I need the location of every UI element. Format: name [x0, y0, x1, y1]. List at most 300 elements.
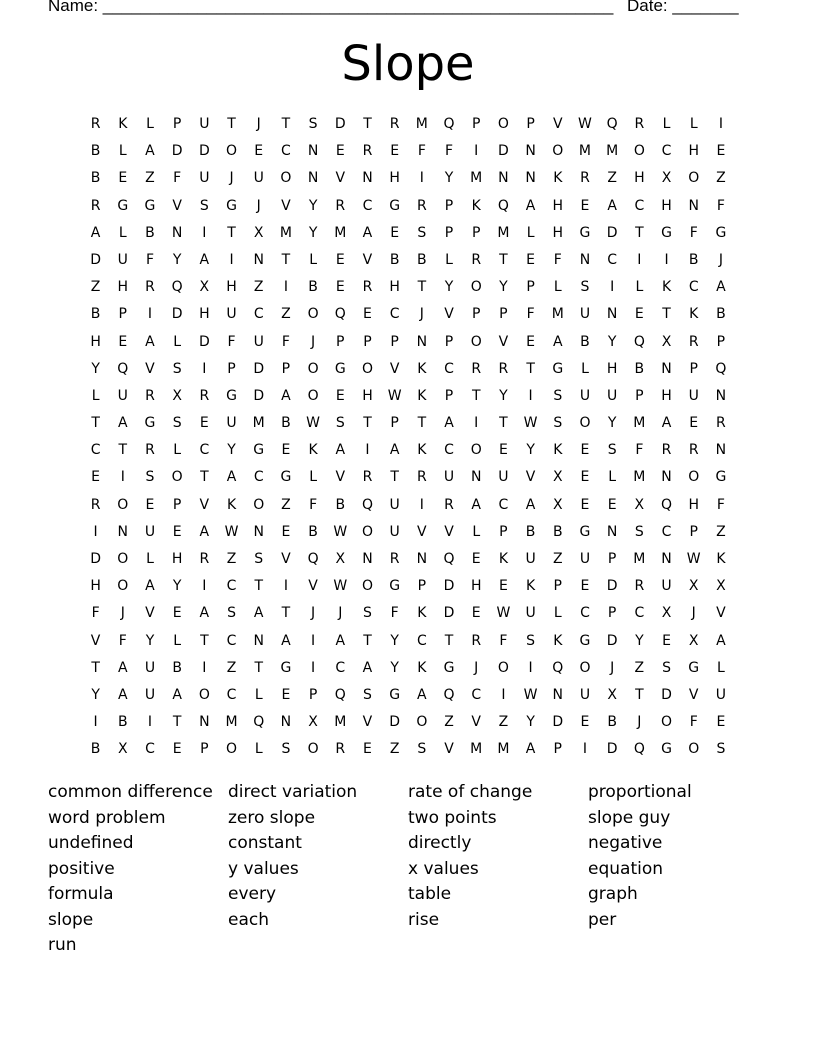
- grid-letter[interactable]: C: [253, 306, 264, 323]
- grid-letter[interactable]: R: [688, 442, 699, 459]
- grid-letter[interactable]: W: [306, 415, 321, 432]
- grid-letter[interactable]: O: [661, 714, 673, 731]
- grid-letter[interactable]: A: [525, 197, 536, 214]
- grid-letter[interactable]: I: [528, 659, 533, 676]
- grid-letter[interactable]: R: [145, 387, 155, 404]
- grid-letter[interactable]: P: [526, 116, 535, 132]
- grid-letter[interactable]: C: [226, 632, 237, 649]
- grid-letter[interactable]: Y: [308, 197, 318, 214]
- grid-letter[interactable]: Z: [444, 714, 454, 731]
- grid-letter[interactable]: U: [579, 387, 591, 404]
- grid-letter[interactable]: Z: [281, 496, 291, 513]
- grid-letter[interactable]: P: [471, 224, 481, 241]
- grid-letter[interactable]: Y: [444, 170, 454, 187]
- grid-letter[interactable]: C: [661, 143, 672, 160]
- grid-letter[interactable]: I: [147, 306, 153, 323]
- grid-letter[interactable]: U: [253, 170, 264, 187]
- grid-letter[interactable]: E: [498, 578, 508, 595]
- grid-letter[interactable]: U: [525, 605, 536, 622]
- grid-letter[interactable]: G: [443, 659, 455, 676]
- grid-letter[interactable]: G: [226, 387, 237, 404]
- grid-letter[interactable]: A: [389, 442, 400, 459]
- grid-letter[interactable]: Z: [90, 279, 101, 296]
- grid-letter[interactable]: E: [526, 333, 536, 350]
- grid-letter[interactable]: M: [225, 714, 238, 731]
- grid-letter[interactable]: W: [387, 387, 402, 404]
- grid-letter[interactable]: B: [525, 523, 536, 540]
- grid-letter[interactable]: O: [361, 578, 373, 595]
- grid-letter[interactable]: R: [90, 496, 101, 513]
- grid-letter[interactable]: P: [227, 360, 236, 377]
- grid-letter[interactable]: F: [716, 496, 725, 513]
- grid-letter[interactable]: I: [311, 659, 316, 676]
- grid-letter[interactable]: X: [661, 605, 672, 622]
- grid-letter[interactable]: Y: [227, 442, 236, 459]
- grid-letter[interactable]: W: [333, 523, 348, 540]
- grid-letter[interactable]: P: [417, 578, 427, 595]
- grid-letter[interactable]: T: [281, 251, 291, 268]
- grid-letter[interactable]: A: [417, 686, 427, 703]
- grid-letter[interactable]: R: [199, 387, 210, 404]
- grid-letter[interactable]: J: [311, 605, 316, 622]
- grid-letter[interactable]: L: [173, 632, 182, 649]
- grid-letter[interactable]: C: [634, 197, 645, 214]
- grid-letter[interactable]: Z: [607, 170, 617, 187]
- grid-letter[interactable]: V: [444, 741, 454, 758]
- grid-letter[interactable]: K: [417, 605, 427, 622]
- grid-letter[interactable]: O: [470, 279, 482, 296]
- grid-letter[interactable]: G: [661, 741, 672, 758]
- grid-letter[interactable]: Y: [91, 360, 100, 377]
- grid-letter[interactable]: K: [417, 387, 427, 404]
- grid-letter[interactable]: I: [664, 251, 669, 268]
- grid-letter[interactable]: J: [311, 333, 316, 350]
- grid-letter[interactable]: N: [117, 523, 129, 540]
- grid-letter[interactable]: O: [307, 306, 319, 323]
- grid-letter[interactable]: P: [390, 415, 399, 432]
- grid-letter[interactable]: Q: [633, 741, 645, 758]
- grid-letter[interactable]: Y: [607, 333, 617, 350]
- grid-letter[interactable]: U: [579, 551, 591, 567]
- grid-letter[interactable]: P: [607, 605, 617, 622]
- grid-letter[interactable]: F: [716, 197, 725, 214]
- grid-letter[interactable]: K: [417, 659, 427, 676]
- grid-letter[interactable]: P: [499, 306, 508, 323]
- grid-letter[interactable]: R: [335, 741, 346, 758]
- grid-letter[interactable]: D: [90, 551, 101, 567]
- grid-letter[interactable]: N: [552, 686, 564, 703]
- grid-letter[interactable]: L: [526, 224, 535, 241]
- grid-letter[interactable]: F: [445, 143, 454, 160]
- grid-letter[interactable]: P: [172, 496, 182, 513]
- grid-letter[interactable]: W: [523, 686, 538, 703]
- grid-letter[interactable]: D: [253, 387, 265, 404]
- grid-letter[interactable]: U: [117, 251, 128, 268]
- grid-letter[interactable]: H: [552, 224, 564, 241]
- grid-letter[interactable]: E: [634, 306, 644, 323]
- grid-letter[interactable]: L: [118, 143, 127, 160]
- grid-letter[interactable]: R: [389, 551, 400, 567]
- grid-letter[interactable]: P: [689, 523, 698, 540]
- grid-letter[interactable]: J: [637, 714, 642, 731]
- grid-letter[interactable]: L: [173, 333, 182, 350]
- grid-letter[interactable]: S: [553, 387, 563, 404]
- grid-letter[interactable]: B: [281, 415, 291, 432]
- grid-letter[interactable]: N: [606, 523, 618, 540]
- grid-letter[interactable]: R: [471, 251, 482, 268]
- grid-letter[interactable]: P: [444, 197, 454, 214]
- grid-letter[interactable]: R: [416, 197, 427, 214]
- grid-letter[interactable]: E: [716, 714, 726, 731]
- grid-letter[interactable]: J: [474, 659, 479, 676]
- grid-letter[interactable]: O: [280, 170, 292, 187]
- grid-letter[interactable]: C: [661, 523, 672, 540]
- grid-letter[interactable]: R: [661, 442, 672, 459]
- grid-letter[interactable]: X: [253, 224, 264, 241]
- grid-letter[interactable]: E: [471, 605, 481, 622]
- grid-letter[interactable]: N: [253, 251, 264, 268]
- grid-letter[interactable]: R: [335, 197, 346, 214]
- grid-letter[interactable]: E: [335, 143, 345, 160]
- grid-letter[interactable]: S: [281, 741, 291, 758]
- grid-letter[interactable]: O: [253, 496, 265, 513]
- grid-letter[interactable]: Z: [552, 551, 563, 567]
- grid-letter[interactable]: L: [553, 605, 562, 622]
- grid-letter[interactable]: J: [691, 605, 696, 622]
- grid-letter[interactable]: R: [199, 551, 210, 567]
- grid-letter[interactable]: V: [281, 551, 291, 567]
- grid-letter[interactable]: U: [199, 170, 210, 187]
- grid-letter[interactable]: A: [525, 741, 536, 758]
- grid-letter[interactable]: V: [90, 632, 101, 649]
- grid-letter[interactable]: S: [526, 632, 536, 649]
- grid-letter[interactable]: O: [361, 523, 373, 540]
- grid-letter[interactable]: Q: [715, 360, 727, 377]
- grid-letter[interactable]: P: [553, 578, 562, 595]
- grid-letter[interactable]: T: [281, 116, 291, 132]
- grid-letter[interactable]: T: [499, 251, 508, 268]
- grid-letter[interactable]: A: [281, 387, 291, 404]
- grid-letter[interactable]: V: [444, 523, 454, 540]
- grid-letter[interactable]: P: [607, 551, 617, 567]
- grid-letter[interactable]: C: [688, 279, 699, 296]
- grid-letter[interactable]: I: [202, 360, 207, 377]
- grid-letter[interactable]: M: [252, 415, 265, 432]
- grid-letter[interactable]: I: [474, 415, 479, 432]
- grid-letter[interactable]: R: [471, 632, 482, 649]
- grid-letter[interactable]: V: [688, 686, 699, 703]
- grid-letter[interactable]: T: [635, 224, 644, 241]
- grid-letter[interactable]: B: [580, 333, 590, 350]
- grid-letter[interactable]: C: [444, 442, 454, 459]
- grid-letter[interactable]: V: [308, 578, 318, 595]
- grid-letter[interactable]: H: [90, 333, 101, 350]
- grid-letter[interactable]: L: [689, 116, 698, 132]
- grid-letter[interactable]: Q: [606, 116, 618, 132]
- grid-letter[interactable]: L: [553, 279, 562, 296]
- grid-letter[interactable]: M: [633, 415, 646, 432]
- grid-letter[interactable]: X: [716, 578, 726, 595]
- grid-letter[interactable]: B: [716, 306, 726, 323]
- grid-letter[interactable]: V: [281, 197, 291, 214]
- grid-letter[interactable]: U: [226, 306, 237, 323]
- grid-letter[interactable]: O: [307, 360, 319, 377]
- grid-letter[interactable]: S: [227, 605, 236, 622]
- grid-letter[interactable]: A: [661, 415, 672, 432]
- grid-letter[interactable]: J: [718, 251, 723, 268]
- grid-letter[interactable]: O: [633, 143, 645, 160]
- grid-letter[interactable]: N: [661, 469, 672, 486]
- grid-letter[interactable]: F: [390, 605, 399, 622]
- grid-letter[interactable]: X: [661, 170, 672, 187]
- grid-letter[interactable]: A: [335, 632, 346, 649]
- grid-letter[interactable]: C: [416, 632, 427, 649]
- grid-letter[interactable]: E: [363, 306, 372, 323]
- grid-letter[interactable]: E: [662, 632, 671, 649]
- grid-letter[interactable]: E: [716, 143, 726, 160]
- grid-letter[interactable]: I: [311, 632, 316, 649]
- grid-letter[interactable]: Y: [145, 632, 155, 649]
- grid-letter[interactable]: N: [199, 714, 210, 731]
- grid-letter[interactable]: N: [280, 714, 292, 731]
- grid-letter[interactable]: S: [417, 224, 427, 241]
- grid-letter[interactable]: E: [363, 741, 372, 758]
- grid-letter[interactable]: E: [689, 415, 699, 432]
- grid-letter[interactable]: H: [389, 279, 400, 296]
- grid-letter[interactable]: T: [363, 116, 372, 132]
- grid-letter[interactable]: P: [689, 360, 698, 377]
- grid-letter[interactable]: L: [254, 686, 263, 703]
- grid-letter[interactable]: J: [229, 170, 234, 187]
- grid-letter[interactable]: Q: [253, 714, 265, 731]
- grid-letter[interactable]: K: [498, 551, 508, 567]
- grid-letter[interactable]: I: [718, 116, 723, 132]
- grid-letter[interactable]: R: [362, 143, 373, 160]
- grid-letter[interactable]: G: [280, 659, 292, 676]
- grid-letter[interactable]: B: [90, 143, 101, 160]
- grid-letter[interactable]: S: [172, 415, 182, 432]
- grid-letter[interactable]: O: [688, 170, 700, 187]
- grid-letter[interactable]: U: [144, 659, 156, 676]
- grid-letter[interactable]: H: [470, 578, 482, 595]
- grid-letter[interactable]: G: [688, 659, 700, 676]
- grid-letter[interactable]: A: [117, 686, 128, 703]
- grid-letter[interactable]: Q: [443, 551, 455, 567]
- grid-letter[interactable]: M: [470, 741, 483, 758]
- grid-letter[interactable]: T: [635, 686, 644, 703]
- grid-letter[interactable]: F: [118, 632, 127, 649]
- grid-letter[interactable]: A: [145, 578, 155, 595]
- grid-letter[interactable]: V: [389, 360, 400, 377]
- grid-letter[interactable]: R: [471, 360, 482, 377]
- grid-letter[interactable]: P: [281, 360, 291, 377]
- grid-letter[interactable]: Q: [307, 551, 319, 567]
- grid-letter[interactable]: E: [607, 496, 617, 513]
- grid-letter[interactable]: T: [526, 360, 535, 377]
- grid-letter[interactable]: C: [444, 360, 454, 377]
- grid-letter[interactable]: G: [389, 197, 401, 214]
- grid-letter[interactable]: G: [715, 224, 727, 241]
- grid-letter[interactable]: F: [145, 251, 154, 268]
- grid-letter[interactable]: K: [661, 279, 672, 296]
- grid-letter[interactable]: A: [226, 469, 237, 486]
- grid-letter[interactable]: V: [145, 360, 155, 377]
- grid-letter[interactable]: O: [307, 741, 319, 758]
- grid-letter[interactable]: D: [171, 143, 183, 160]
- grid-letter[interactable]: Q: [633, 333, 645, 350]
- grid-letter[interactable]: B: [90, 741, 101, 758]
- grid-letter[interactable]: R: [90, 197, 101, 214]
- grid-letter[interactable]: Z: [389, 741, 400, 758]
- grid-letter[interactable]: E: [335, 251, 345, 268]
- grid-letter[interactable]: R: [716, 415, 726, 432]
- grid-letter[interactable]: Z: [716, 170, 726, 187]
- grid-letter[interactable]: S: [363, 605, 372, 622]
- grid-letter[interactable]: F: [553, 251, 562, 268]
- grid-letter[interactable]: T: [172, 714, 182, 731]
- grid-letter[interactable]: Z: [634, 659, 645, 676]
- grid-letter[interactable]: A: [145, 333, 155, 350]
- grid-letter[interactable]: K: [417, 442, 427, 459]
- grid-letter[interactable]: Y: [172, 251, 182, 268]
- grid-letter[interactable]: V: [362, 251, 373, 268]
- grid-letter[interactable]: S: [662, 659, 671, 676]
- grid-letter[interactable]: S: [634, 523, 644, 540]
- grid-letter[interactable]: C: [389, 306, 400, 323]
- grid-letter[interactable]: H: [362, 387, 373, 404]
- grid-letter[interactable]: E: [580, 469, 590, 486]
- grid-letter[interactable]: M: [551, 306, 564, 323]
- grid-letter[interactable]: U: [117, 387, 128, 404]
- grid-letter[interactable]: X: [308, 714, 318, 731]
- grid-letter[interactable]: Z: [498, 714, 509, 731]
- grid-letter[interactable]: A: [362, 659, 373, 676]
- grid-letter[interactable]: P: [200, 741, 209, 758]
- grid-letter[interactable]: V: [471, 714, 481, 731]
- grid-letter[interactable]: F: [499, 632, 508, 649]
- grid-letter[interactable]: E: [580, 578, 590, 595]
- grid-letter[interactable]: C: [607, 251, 618, 268]
- grid-letter[interactable]: I: [528, 387, 533, 404]
- grid-letter[interactable]: O: [117, 578, 129, 595]
- grid-letter[interactable]: O: [579, 415, 591, 432]
- grid-letter[interactable]: W: [578, 116, 592, 132]
- grid-letter[interactable]: A: [253, 605, 264, 622]
- grid-letter[interactable]: D: [90, 251, 101, 268]
- grid-letter[interactable]: J: [256, 197, 261, 214]
- grid-letter[interactable]: K: [553, 632, 563, 649]
- grid-letter[interactable]: H: [606, 360, 618, 377]
- grid-letter[interactable]: F: [227, 333, 236, 350]
- grid-letter[interactable]: P: [635, 387, 644, 404]
- grid-letter[interactable]: E: [281, 442, 291, 459]
- grid-letter[interactable]: X: [688, 632, 699, 649]
- grid-letter[interactable]: N: [715, 442, 727, 459]
- grid-letter[interactable]: F: [173, 170, 182, 187]
- grid-letter[interactable]: L: [309, 469, 317, 486]
- grid-letter[interactable]: E: [335, 279, 345, 296]
- grid-letter[interactable]: R: [90, 116, 101, 132]
- grid-letter[interactable]: O: [470, 333, 482, 350]
- grid-letter[interactable]: T: [227, 224, 236, 241]
- grid-letter[interactable]: M: [415, 116, 428, 132]
- grid-letter[interactable]: A: [145, 143, 155, 160]
- grid-letter[interactable]: U: [443, 469, 455, 486]
- grid-letter[interactable]: D: [334, 116, 346, 132]
- grid-letter[interactable]: P: [118, 306, 127, 323]
- grid-letter[interactable]: T: [91, 415, 100, 432]
- grid-letter[interactable]: I: [93, 523, 98, 540]
- grid-letter[interactable]: J: [610, 659, 615, 676]
- grid-letter[interactable]: X: [552, 496, 563, 513]
- grid-letter[interactable]: M: [606, 143, 619, 160]
- grid-letter[interactable]: K: [308, 442, 318, 459]
- grid-letter[interactable]: E: [390, 224, 400, 241]
- grid-letter[interactable]: J: [419, 306, 424, 323]
- grid-letter[interactable]: K: [553, 170, 563, 187]
- grid-letter[interactable]: L: [118, 224, 127, 241]
- grid-letter[interactable]: K: [553, 442, 563, 459]
- grid-letter[interactable]: P: [526, 279, 535, 296]
- grid-letter[interactable]: E: [281, 686, 291, 703]
- grid-letter[interactable]: M: [334, 714, 347, 731]
- grid-letter[interactable]: B: [90, 170, 101, 187]
- grid-letter[interactable]: V: [172, 197, 182, 214]
- grid-letter[interactable]: O: [171, 469, 183, 486]
- grid-letter[interactable]: O: [226, 741, 238, 758]
- grid-letter[interactable]: E: [526, 251, 536, 268]
- grid-letter[interactable]: E: [172, 741, 182, 758]
- grid-letter[interactable]: O: [552, 143, 564, 160]
- grid-letter[interactable]: G: [117, 197, 129, 214]
- grid-letter[interactable]: U: [253, 333, 264, 350]
- grid-letter[interactable]: C: [226, 686, 237, 703]
- grid-letter[interactable]: Y: [172, 578, 182, 595]
- grid-letter[interactable]: R: [498, 360, 509, 377]
- grid-letter[interactable]: O: [361, 360, 373, 377]
- grid-letter[interactable]: P: [444, 387, 454, 404]
- grid-letter[interactable]: S: [254, 551, 264, 567]
- grid-letter[interactable]: Q: [497, 197, 509, 214]
- grid-letter[interactable]: K: [471, 197, 481, 214]
- grid-letter[interactable]: I: [202, 659, 207, 676]
- grid-letter[interactable]: T: [118, 442, 128, 459]
- grid-letter[interactable]: F: [635, 442, 644, 459]
- grid-letter[interactable]: A: [716, 279, 726, 296]
- grid-letter[interactable]: M: [279, 224, 292, 241]
- grid-letter[interactable]: B: [117, 714, 128, 731]
- grid-letter[interactable]: K: [226, 496, 237, 513]
- grid-letter[interactable]: V: [498, 333, 509, 350]
- grid-letter[interactable]: R: [634, 578, 645, 595]
- grid-letter[interactable]: O: [688, 741, 700, 758]
- grid-letter[interactable]: I: [637, 251, 642, 268]
- grid-letter[interactable]: B: [607, 714, 617, 731]
- grid-letter[interactable]: Y: [308, 224, 318, 241]
- grid-letter[interactable]: X: [199, 279, 210, 296]
- name-field[interactable]: Name: ______________________________________________________: [48, 0, 614, 15]
- grid-letter[interactable]: L: [581, 360, 589, 377]
- grid-letter[interactable]: J: [338, 605, 343, 622]
- grid-letter[interactable]: P: [363, 333, 372, 350]
- grid-letter[interactable]: L: [254, 741, 263, 758]
- grid-letter[interactable]: A: [199, 523, 210, 540]
- grid-letter[interactable]: V: [362, 714, 373, 731]
- grid-letter[interactable]: Q: [334, 686, 346, 703]
- grid-letter[interactable]: G: [226, 197, 237, 214]
- grid-letter[interactable]: H: [688, 496, 699, 513]
- grid-letter[interactable]: W: [686, 551, 701, 567]
